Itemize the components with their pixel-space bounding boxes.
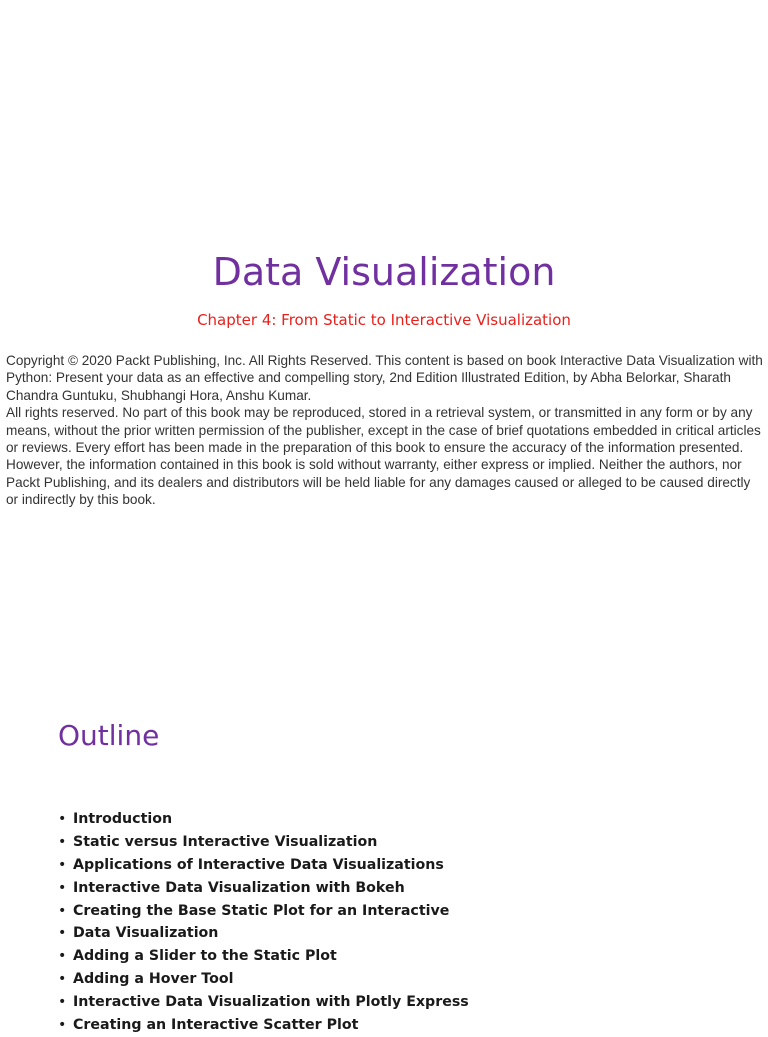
- chapter-subtitle: Chapter 4: From Static to Interactive Visualization: [197, 311, 571, 329]
- bullet-icon: •: [58, 902, 67, 919]
- copyright-notice: [6, 352, 766, 509]
- bullet-icon: •: [58, 833, 67, 850]
- outline-item: [58, 877, 469, 900]
- outline-item: [58, 945, 469, 968]
- outline-list: [58, 808, 469, 1037]
- outline-item: [58, 854, 469, 877]
- bullet-icon: •: [58, 971, 67, 988]
- outline-item: [58, 1014, 469, 1037]
- outline-item: [58, 831, 469, 854]
- outline-item-label: Data Visualization: [73, 925, 219, 942]
- copyright-paragraph: Copyright © 2020 Packt Publishing, Inc. All Rights Reserved. This content is based on book Interactive Data Visualization with Python: Present your data as an effective and compelling story, 2nd Edition Illustrated Edition, by Abha Belorkar, Sharath Chandra Guntuku, Shubhangi Hora, Anshu Kumar.: [6, 353, 763, 403]
- outline-item-label: Creating an Interactive Scatter Plot: [73, 1017, 359, 1034]
- page-title: Data Visualization: [212, 250, 556, 294]
- bullet-icon: •: [58, 811, 67, 827]
- bullet-icon: •: [58, 879, 67, 896]
- outline-item-label: Interactive Data Visualization with Bokeh: [73, 879, 405, 896]
- outline-item: [58, 808, 469, 831]
- rights-paragraph: All rights reserved. No part of this book may be reproduced, stored in a retrieval system, or transmitted in any form or by any means, without the prior written permission of the publisher, except in the case of brief quotations embedded in critical articles or reviews. Every effort has been made in the preparation of this book to ensure the accuracy of the information presented. However, the information contained in this book is sold without warranty, either express or implied. Neither the authors, nor Packt Publishing, and its dealers and distributors will be held liable for any damages caused or alleged to be caused directly or indirectly by this book.: [6, 405, 761, 508]
- outline-heading: Outline: [58, 719, 160, 752]
- bullet-icon: •: [58, 925, 67, 942]
- outline-item: [58, 991, 469, 1014]
- outline-item-label: Introduction: [73, 811, 173, 827]
- outline-item-label: Adding a Hover Tool: [73, 971, 234, 988]
- bullet-icon: •: [58, 856, 67, 873]
- outline-item: [58, 968, 469, 991]
- bullet-icon: •: [58, 948, 67, 965]
- outline-item: [58, 900, 469, 923]
- bullet-icon: •: [58, 1017, 67, 1034]
- bullet-icon: •: [58, 994, 67, 1011]
- outline-item-label: Adding a Slider to the Static Plot: [73, 948, 337, 965]
- outline-item-label: Interactive Data Visualization with Plotly Express: [73, 994, 469, 1011]
- outline-item: [58, 922, 469, 945]
- outline-item-label: Applications of Interactive Data Visualizations: [73, 856, 444, 873]
- outline-item-label: Creating the Base Static Plot for an Interactive: [73, 902, 450, 919]
- outline-item-label: Static versus Interactive Visualization: [73, 833, 378, 850]
